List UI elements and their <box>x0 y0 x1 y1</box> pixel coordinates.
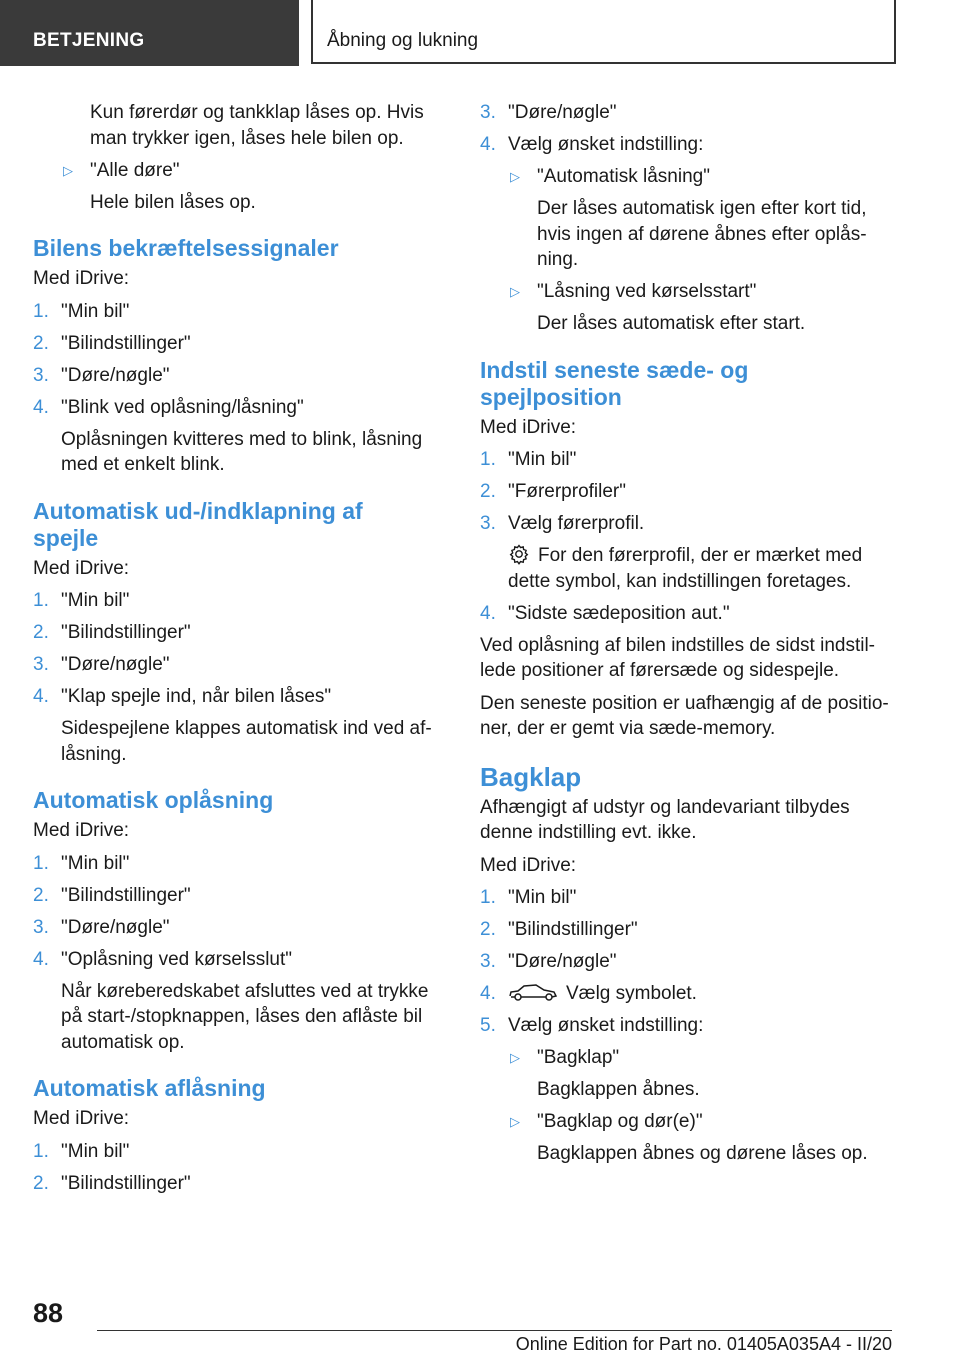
item-text: "Førerprofiler" <box>508 481 626 502</box>
section-heading: Automatisk aflåsning <box>33 1075 266 1101</box>
item-number: 3. <box>480 102 496 123</box>
list-item <box>33 620 443 646</box>
list-item <box>33 299 443 325</box>
item-text: "Bilindstillinger" <box>61 622 191 643</box>
bullet-item <box>480 164 890 190</box>
item-text: "Døre/nøgle" <box>61 916 170 938</box>
item-text: "Døre/nøgle" <box>61 364 170 386</box>
item-note: Sidespejlene klappes automatisk ind ved af‐låsning. <box>61 718 432 765</box>
item-number: 1. <box>33 1140 49 1162</box>
list-item <box>33 1139 443 1165</box>
list-item <box>33 851 443 877</box>
bullet-label: "Låsning ved kørselsstart" <box>537 281 757 302</box>
item-text: "Klap spejle ind, når bilen låses" <box>61 686 332 707</box>
item-text: "Oplåsning ved kørselsslut" <box>61 948 293 970</box>
item-number: 2. <box>33 884 49 906</box>
list-item <box>33 883 443 909</box>
lead-text: Med iDrive: <box>33 557 130 579</box>
item-text: "Min bil" <box>61 300 130 322</box>
item-text: Vælg ønsket indstilling: <box>508 1015 704 1036</box>
section-heading: Bagklap <box>480 761 582 792</box>
body-paragraph: Den seneste position er uafhængig af de positio‐ner, der er gemt via sæde-memory. <box>480 692 889 739</box>
item-text: "Min bil" <box>508 887 577 908</box>
heading-line: Indstil seneste sæde- og <box>480 356 749 383</box>
page-number: 88 <box>33 1298 64 1328</box>
item-number: 1. <box>480 449 496 470</box>
item-text: "Døre/nøgle" <box>508 951 617 972</box>
item-text: "Min bil" <box>61 1140 130 1162</box>
item-number: 2. <box>33 332 49 354</box>
lead-text: Med iDrive: <box>33 820 130 841</box>
note-text: For den førerprofil, der er mærket med dette symbol, kan indstillingen foretages. <box>508 545 863 592</box>
item-number: 5. <box>480 1015 496 1036</box>
item-number: 2. <box>480 919 496 940</box>
car-icon <box>508 981 558 1003</box>
item-text: "Bilindstillinger" <box>61 332 191 354</box>
list-item <box>33 395 443 421</box>
triangle-right-icon: ▷ <box>510 284 520 299</box>
item-number: 3. <box>33 364 49 386</box>
item-number: 4. <box>480 983 496 1004</box>
item-number: 3. <box>480 951 496 972</box>
bullet-label: "Alle døre" <box>90 159 180 181</box>
item-number: 1. <box>33 590 49 611</box>
left-column <box>33 100 443 1203</box>
item-number: 4. <box>33 396 49 418</box>
item-number: 2. <box>480 481 496 502</box>
triangle-right-icon: ▷ <box>510 1050 520 1065</box>
list-item <box>480 885 890 911</box>
item-text: "Bilindstillinger" <box>508 919 638 940</box>
bullet-label: "Bagklap" <box>537 1047 620 1068</box>
list-item <box>33 1171 443 1197</box>
item-number: 4. <box>480 134 496 155</box>
list-item <box>480 917 890 943</box>
list-item <box>480 479 890 505</box>
item-text: "Min bil" <box>61 852 130 874</box>
lead-text: Med iDrive: <box>480 416 577 438</box>
triangle-right-icon: ▷ <box>63 162 73 178</box>
heading-line: spejlposition <box>480 383 622 410</box>
bullet-desc: Bagklappen åbnes. <box>537 1079 700 1100</box>
item-text: "Blink ved oplåsning/låsning" <box>61 396 304 418</box>
bullet-label: "Bagklap og dør(e)" <box>537 1111 703 1132</box>
page-header <box>0 0 960 66</box>
item-number: 1. <box>33 300 49 322</box>
gear-icon <box>508 543 530 565</box>
list-item <box>33 331 443 357</box>
section-tab: BETJENING <box>0 0 299 66</box>
bullet-label: "Automatisk låsning" <box>537 166 710 187</box>
item-text: "Bilindstillinger" <box>61 1172 191 1194</box>
triangle-right-icon: ▷ <box>510 1114 520 1129</box>
item-number: 4. <box>33 948 49 970</box>
bullet-item <box>480 1109 890 1135</box>
list-item <box>480 447 890 473</box>
item-text: "Min bil" <box>61 590 130 611</box>
section-heading: Bilens bekræftelsessignaler <box>33 235 339 261</box>
list-item <box>480 511 890 537</box>
item-text: "Bilindstillinger" <box>61 884 191 906</box>
bullet-desc: Bagklappen åbnes og dørene låses op. <box>537 1143 868 1164</box>
footer-divider <box>97 1330 892 1331</box>
item-text: Vælg førerprofil. <box>508 513 645 534</box>
item-number: 2. <box>33 622 49 643</box>
item-text: "Min bil" <box>508 449 577 470</box>
list-item <box>33 684 443 710</box>
item-number: 3. <box>33 654 49 675</box>
body-paragraph: Afhængigt af udstyr og landevariant tilbydes denne indstilling evt. ikke. <box>480 796 850 843</box>
list-item <box>33 588 443 614</box>
item-number: 3. <box>33 916 49 938</box>
intro-text: Kun førerdør og tankklap låses op. Hvis man trykker igen, låses hele bilen op. <box>90 102 424 149</box>
footer-edition: Online Edition for Part no. 01405A035A4 - II/20 <box>515 1334 892 1354</box>
heading-line: spejle <box>33 524 99 551</box>
section-heading: Automatisk oplåsning <box>33 787 274 813</box>
list-item <box>480 1013 890 1039</box>
bullet-desc: Hele bilen låses op. <box>90 191 256 213</box>
lead-text: Med iDrive: <box>33 1108 130 1129</box>
item-text: Vælg symbolet. <box>566 983 697 1004</box>
section-heading <box>33 498 443 552</box>
item-note: Oplåsningen kvitteres med to blink, låsning med et enkelt blink. <box>61 428 423 475</box>
item-number: 3. <box>480 513 496 534</box>
bullet-item <box>33 158 443 184</box>
item-number: 2. <box>33 1172 49 1194</box>
list-item <box>33 363 443 389</box>
chapter-title: Åbning og lukning <box>311 0 896 64</box>
list-item <box>480 132 890 158</box>
list-item <box>480 100 890 126</box>
item-number: 4. <box>480 602 496 624</box>
bullet-item <box>480 279 890 305</box>
body-paragraph: Ved oplåsning af bilen indstilles de sidst indstil‐lede positioner af førersæde og sidespejle. <box>480 634 876 681</box>
bullet-item <box>480 1045 890 1071</box>
section-heading <box>480 357 890 411</box>
item-number: 4. <box>33 686 49 707</box>
item-note: Når køreberedskabet afsluttes ved at trykke på start-/stopknappen, låses den aflåste bil automatisk op. <box>61 980 429 1053</box>
lead-text: Med iDrive: <box>480 854 577 876</box>
lead-text: Med iDrive: <box>33 268 130 289</box>
list-item <box>33 947 443 973</box>
heading-line: Automatisk ud-/indklapning af <box>33 497 363 524</box>
triangle-right-icon: ▷ <box>510 169 520 184</box>
item-text: "Døre/nøgle" <box>61 654 170 675</box>
list-item <box>33 915 443 941</box>
list-item <box>480 601 890 627</box>
list-item <box>480 981 890 1007</box>
item-number: 1. <box>480 887 496 908</box>
item-note <box>480 543 890 594</box>
bullet-desc: Der låses automatisk igen efter kort tid, hvis ingen af dørene åbnes efter oplås‐ning. <box>537 198 867 270</box>
list-item <box>33 652 443 678</box>
item-text: "Sidste sædeposition aut." <box>508 602 730 624</box>
right-column <box>480 100 890 1173</box>
item-text: "Døre/nøgle" <box>508 102 617 123</box>
bullet-desc: Der låses automatisk efter start. <box>537 313 806 334</box>
item-text: Vælg ønsket indstilling: <box>508 134 704 155</box>
item-number: 1. <box>33 852 49 874</box>
list-item <box>480 949 890 975</box>
